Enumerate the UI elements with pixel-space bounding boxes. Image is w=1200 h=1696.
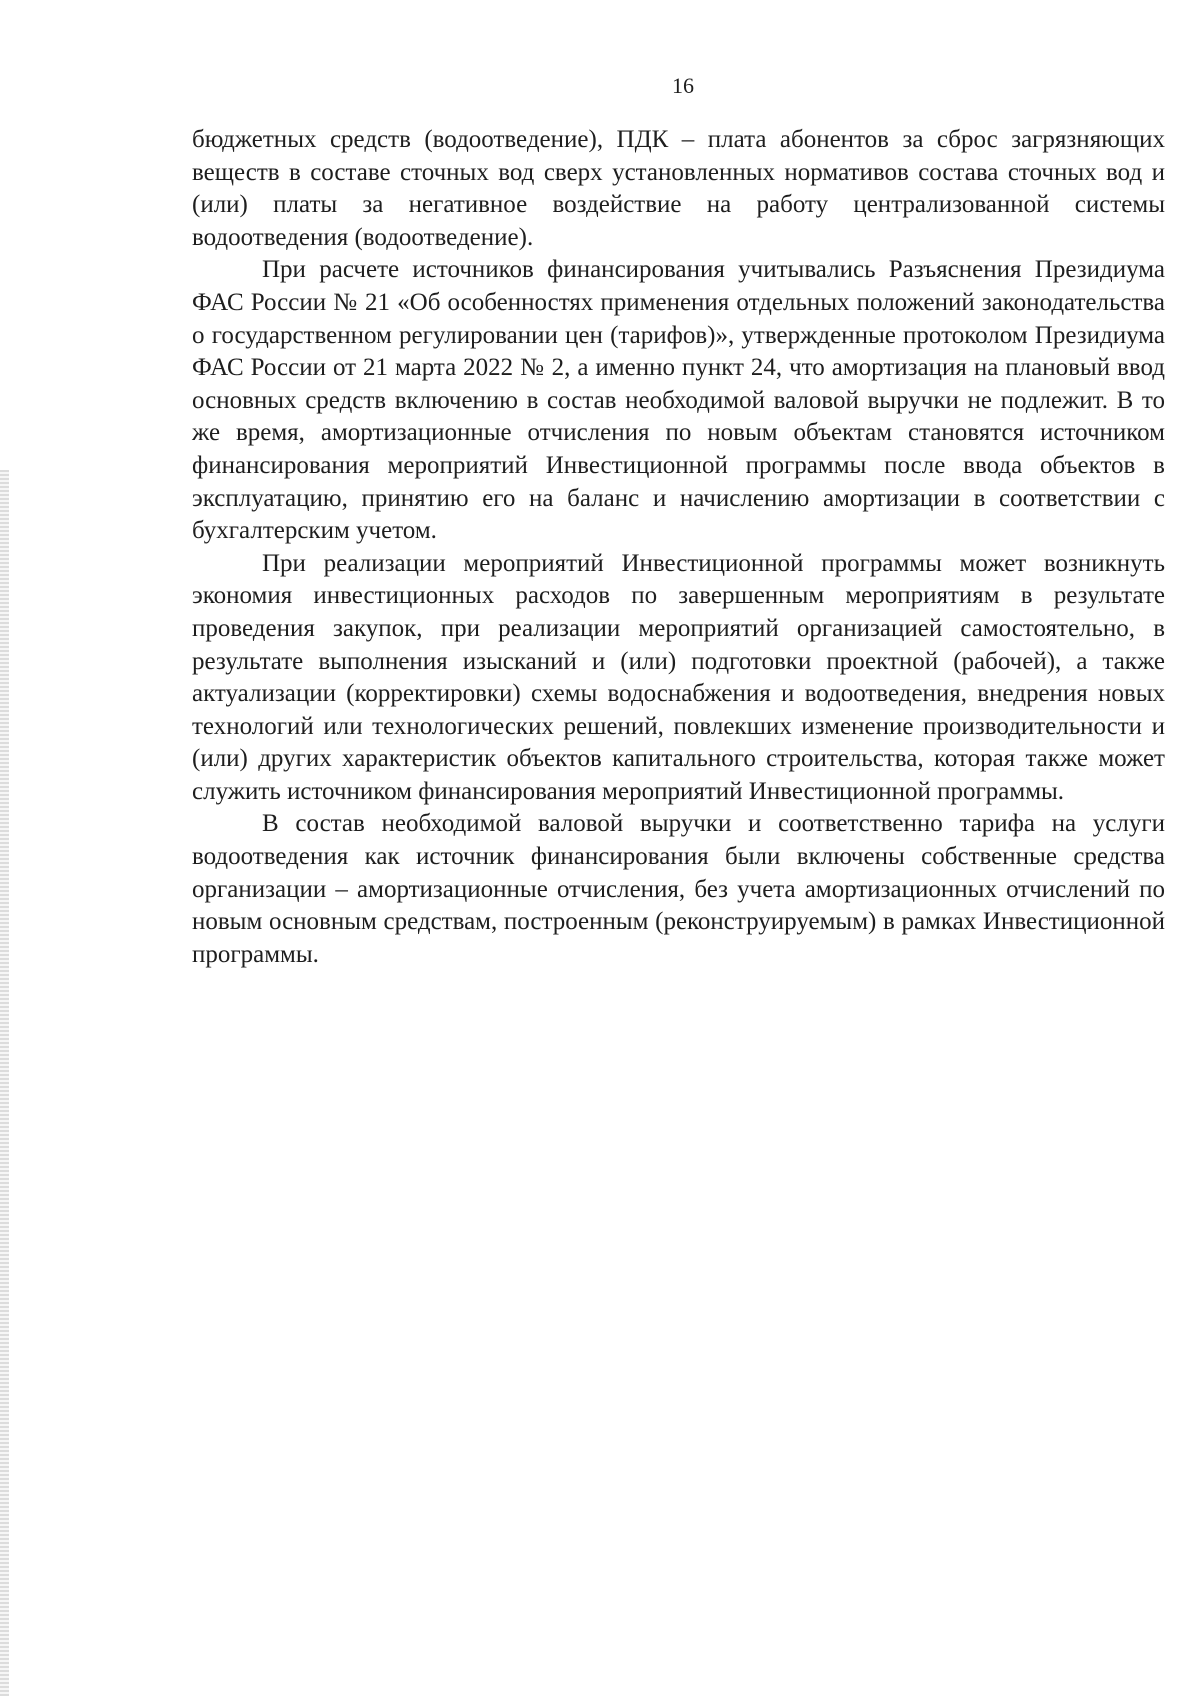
document-body [192,124,1165,971]
paragraph-3: При реализации мероприятий Инвестиционной программы может возникнуть экономия инвестиционных расходов по завершенным мероприятиям в результате проведения закупок, при реализации мероприятий организацией самостоятельно, в результате выполнения изысканий и (или) подготовки проектной (рабочей), а также актуализации (корректировки) схемы водоснабжения и водоотведения, внедрения новых технологий или технологических решений, повлекших изменение производительности и (или) других характеристик объектов капитального строительства, которая также может служить источником финансирования мероприятий Инвестиционной программы. [192,549,1165,805]
paragraph-4: В состав необходимой валовой выручки и соответственно тарифа на услуги водоотведения как источник финансирования были включены собственные средства организации – амортизационные отчисления, без учета амортизационных отчислений по новым основным средствам, построенным (реконструируемым) в рамках Инвестиционной программы. [192,810,1165,968]
scan-edge-artifact [0,470,9,1696]
page-number: 16 [672,73,694,98]
paragraph-1: бюджетных средств (водоотведение), ПДК – плата абонентов за сброс загрязняющих веществ в составе сточных вод сверх установленных нормативов состава сточных вод и (или) платы за негативное воздействие на работу централизованной системы водоотведения (водоотведение). [192,126,1165,251]
paragraph-2: При расчете источников финансирования учитывались Разъяснения Президиума ФАС России № 21 «Об особенностях применения отдельных положений законодательства о государственном регулировании цен (тарифов)», утвержденные протоколом Президиума ФАС России от 21 марта 2022 № 2, а именно пункт 24, что амортизация на плановый ввод основных средств включению в состав необходимой валовой выручки не подлежит. В то же время, амортизационные отчисления по новым объектам становятся источником финансирования мероприятий Инвестиционной программы после ввода объектов в эксплуатацию, принятию его на баланс и начислению амортизации в соответствии с бухгалтерским учетом. [192,256,1165,545]
